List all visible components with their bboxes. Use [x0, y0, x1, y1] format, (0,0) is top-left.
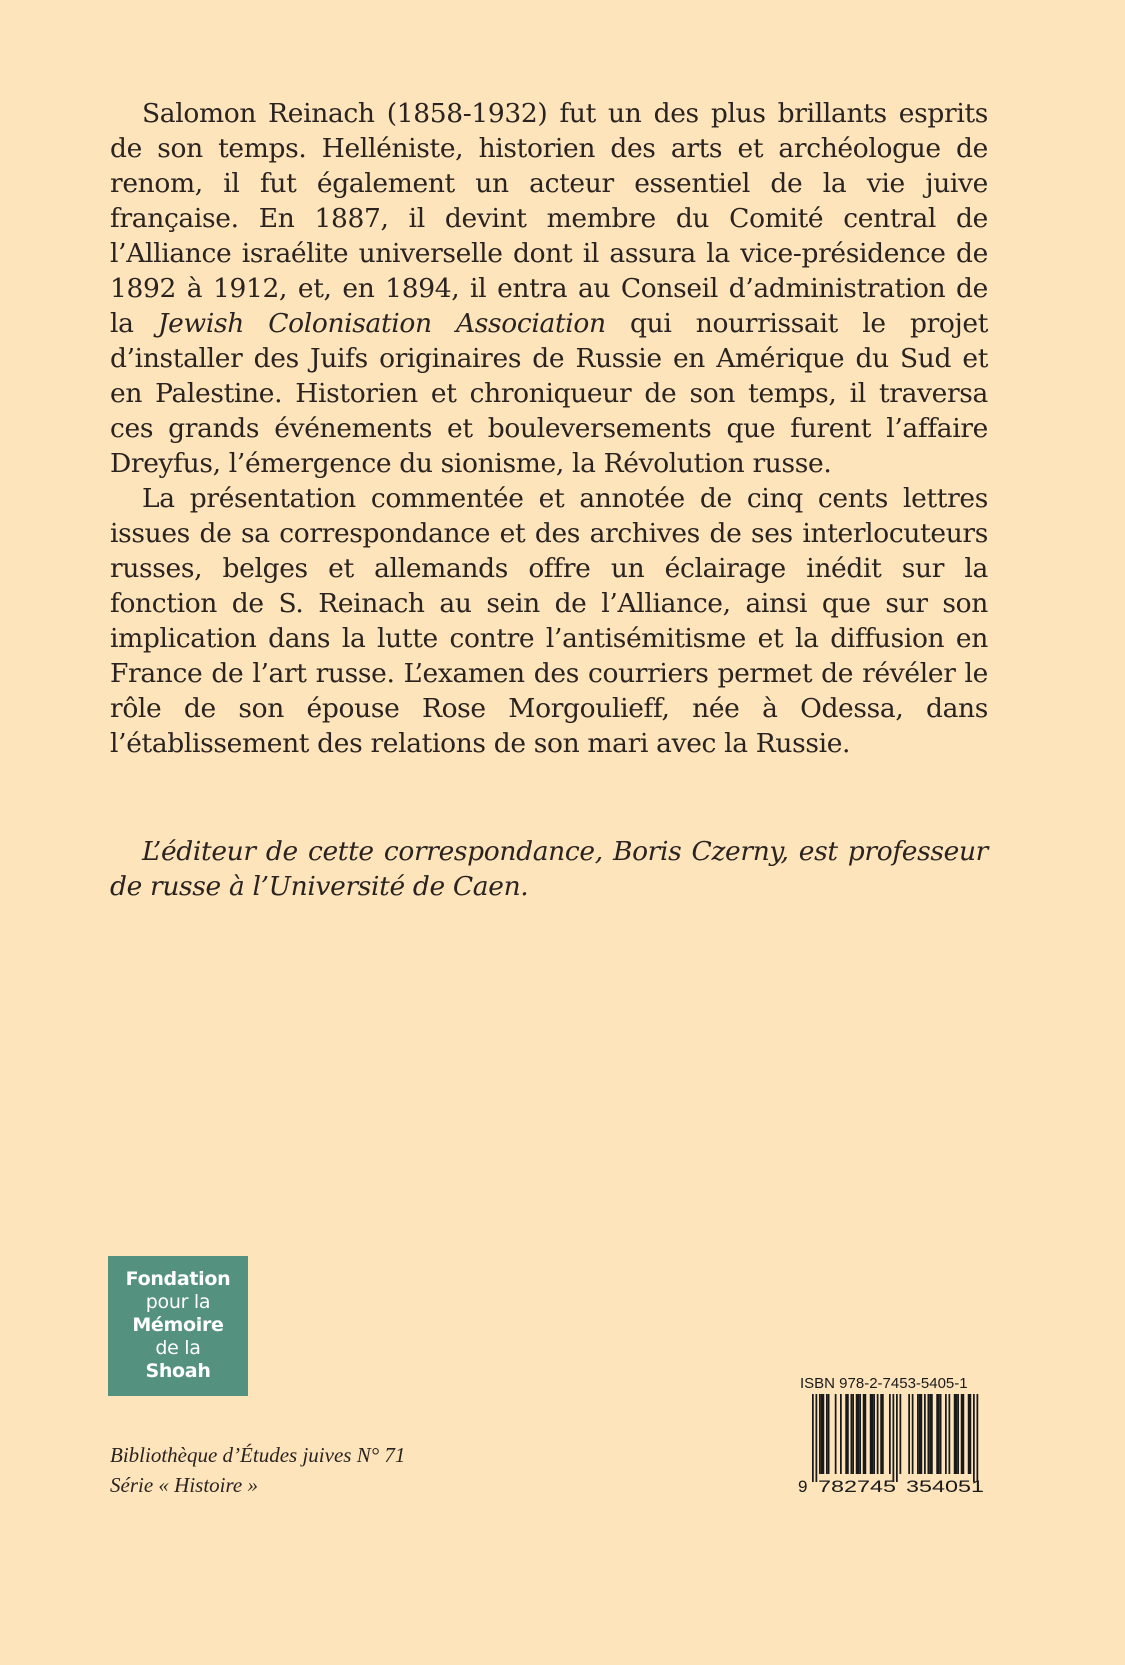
barcode-bar	[870, 1394, 872, 1474]
barcode-bar	[835, 1394, 837, 1474]
barcode-bar	[877, 1394, 879, 1474]
barcode-bar	[856, 1394, 858, 1474]
barcode-bar	[812, 1394, 814, 1482]
barcode-right-digits: 354051	[906, 1477, 984, 1495]
barcode-bar	[963, 1394, 965, 1474]
barcode-bar	[873, 1394, 875, 1474]
barcode-bar	[826, 1394, 828, 1474]
barcode-bar	[940, 1394, 942, 1474]
logo-line-5: Shoah	[145, 1360, 211, 1382]
logo-line-2: pour la	[145, 1291, 211, 1313]
barcode-left-digits: 782745	[818, 1477, 896, 1495]
barcode-bar	[823, 1394, 825, 1474]
blurb-p1-text-b: qui nourrissait le projet d’installer des Juifs originaires de Russie en Amérique du Sud et en Palestine. Historien et chroniqueur de son temps, il traversa ces grands événements et bouleversements que furent l’affaire Dreyfus, l’émergence du sionisme, la Révolution russe.	[110, 308, 988, 479]
barcode-first-digit: 9	[798, 1477, 808, 1495]
fondation-logo	[108, 1256, 248, 1396]
blurb-paragraph-1	[110, 96, 988, 481]
barcode-bar	[912, 1394, 914, 1474]
barcode-bar	[938, 1394, 940, 1474]
logo-line-1: Fondation	[125, 1268, 231, 1290]
barcode-bar	[896, 1394, 898, 1482]
barcode-bar	[858, 1394, 860, 1474]
barcode-bar	[852, 1394, 854, 1474]
back-cover-blurb	[110, 96, 988, 761]
isbn-label: ISBN 978-2-7453-5405-1	[800, 1375, 968, 1392]
barcode-bar	[949, 1394, 951, 1474]
barcode-bar	[929, 1394, 931, 1474]
barcode-bar	[900, 1394, 902, 1474]
barcode-bar	[956, 1394, 958, 1474]
barcode-bar	[936, 1394, 938, 1474]
editor-note-text: L’éditeur de cette correspondance, Boris Czerny, est professeur de russe à l’Université de Caen.	[110, 836, 988, 902]
editor-note	[110, 834, 988, 904]
barcode-bar	[917, 1394, 919, 1474]
blurb-paragraph-2: La présentation commentée et annotée de cinq cents lettres issues de sa correspondance et des archives de ses interlocuteurs russes, belges et allemands offre un éclairage inédit sur la fonction de S. Reinach au sein de l’Alliance, ainsi que sur son implication dans la lutte contre l’antisémitisme et la diffusion en France de l’art russe. L’examen des courriers permet de révéler le rôle de son épouse Rose Morgoulieff, née à Odessa, dans l’établissement des relations de son mari avec la Russie.	[110, 483, 988, 759]
logo-line-4: de la	[155, 1337, 201, 1359]
series-line-1: Bibliothèque d’Études juives N° 71	[110, 1443, 406, 1467]
barcode-bar	[828, 1394, 830, 1474]
barcode-bar	[921, 1394, 923, 1474]
barcode-bar	[957, 1394, 959, 1474]
barcode-bar	[954, 1394, 956, 1474]
series-line-2: Série « Histoire »	[110, 1473, 258, 1497]
barcode-bar	[847, 1394, 849, 1474]
barcode-bar	[821, 1394, 823, 1474]
series-info	[110, 1440, 405, 1500]
barcode-bar	[880, 1394, 882, 1474]
barcode-bar	[882, 1394, 884, 1474]
barcode-bar	[889, 1394, 891, 1474]
barcode-bar	[924, 1394, 926, 1474]
barcode-icon	[798, 1394, 988, 1495]
barcode-bars	[812, 1394, 978, 1482]
barcode-bar	[968, 1394, 970, 1474]
barcode-bar	[865, 1394, 867, 1474]
barcode-bar	[961, 1394, 963, 1474]
barcode-bar	[945, 1394, 947, 1474]
barcode-bar	[919, 1394, 921, 1474]
barcode-bar	[863, 1394, 865, 1474]
barcode-bar	[840, 1394, 842, 1474]
isbn-block	[798, 1375, 988, 1495]
barcode-bar	[816, 1394, 818, 1482]
barcode-bar	[845, 1394, 847, 1474]
barcode-bar	[928, 1394, 930, 1474]
barcode-bar	[851, 1394, 853, 1474]
barcode-bar	[859, 1394, 861, 1474]
barcode-bar	[931, 1394, 933, 1474]
blurb-p1-italic: Jewish Colonisation Association	[157, 308, 606, 339]
barcode-bar	[973, 1394, 975, 1482]
barcode-bar	[872, 1394, 874, 1474]
barcode-bar	[977, 1394, 979, 1482]
barcode-bar	[819, 1394, 821, 1474]
barcode-bar	[908, 1394, 910, 1474]
logo-line-3: Mémoire	[132, 1314, 224, 1336]
blurb-p1-text-a: Salomon Reinach (1858-1932) fut un des plus brillants esprits de son temps. Helléniste, historien des arts et archéologue de renom, il fut également un acteur essentiel de la vie juive française. En 1887, il devint membre du Comité central de l’Alliance israélite universelle dont il assura la vice-présidence de 1892 à 1912, et, en 1894, il entra au Conseil d’administration de la	[110, 98, 988, 339]
barcode-bar	[893, 1394, 895, 1482]
barcode-bar	[970, 1394, 972, 1474]
